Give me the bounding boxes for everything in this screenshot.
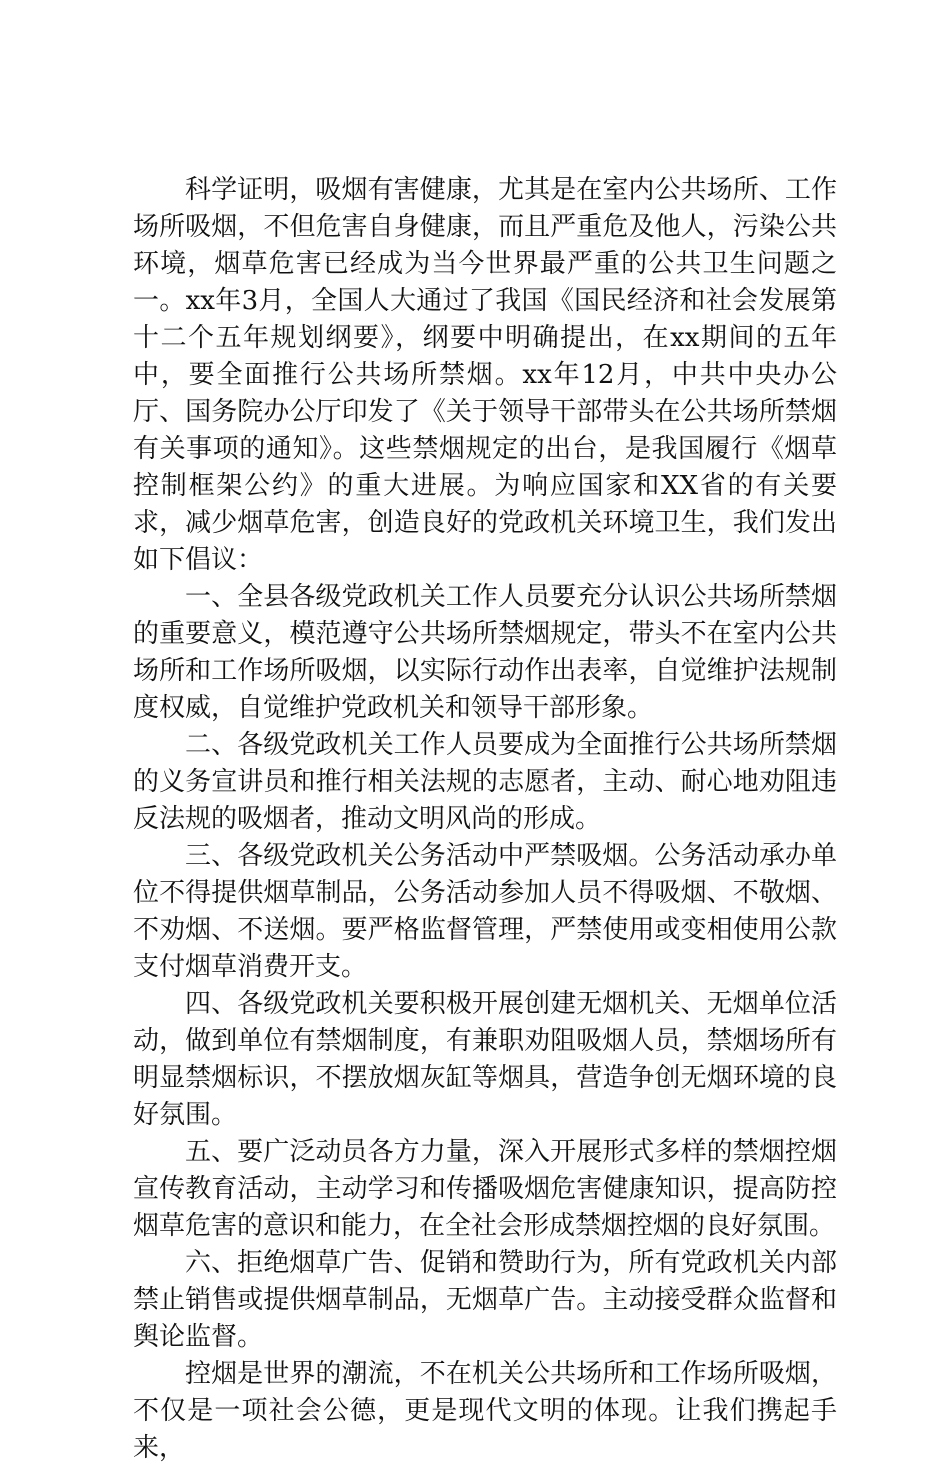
proposal-item-2: 二、各级党政机关工作人员要成为全面推行公共场所禁烟的义务宣讲员和推行相关法规的志愿者，主动、耐心地劝阻违反法规的吸烟者，推动文明风尚的形成。	[133, 730, 837, 834]
proposal-item-3: 三、各级党政机关公务活动中严禁吸烟。公务活动承办单位不得提供烟草制品，公务活动参加人员不得吸烟、不敬烟、不劝烟、不送烟。要严格监督管理，严禁使用或变相使用公款支付烟草消费开支。	[133, 841, 837, 982]
proposal-item-4: 四、各级党政机关要积极开展创建无烟机关、无烟单位活动，做到单位有禁烟制度，有兼职劝阻吸烟人员，禁烟场所有明显禁烟标识，不摆放烟灰缸等烟具，营造争创无烟环境的良好氛围。	[133, 989, 837, 1130]
proposal-item-1: 一、全县各级党政机关工作人员要充分认识公共场所禁烟的重要意义，模范遵守公共场所禁烟规定，带头不在室内公共场所和工作场所吸烟，以实际行动作出表率，自觉维护法规制度权威，自觉维护党政机关和领导干部形象。	[133, 582, 837, 723]
intro-paragraph: 科学证明，吸烟有害健康，尤其是在室内公共场所、工作场所吸烟，不但危害自身健康，而且严重危及他人，污染公共环境，烟草危害已经成为当今世界最严重的公共卫生问题之一。xx年3月，全国人大通过了我国《国民经济和社会发展第十二个五年规划纲要》，纲要中明确提出，在xx期间的五年中，要全面推行公共场所禁烟。xx年12月，中共中央办公厅、国务院办公厅印发了《关于领导干部带头在公共场所禁烟有关事项的通知》。这些禁烟规定的出台，是我国履行《烟草控制框架公约》的重大进展。为响应国家和XX省的有关要求，减少烟草危害，创造良好的党政机关环境卫生，我们发出如下倡议：	[133, 175, 837, 575]
closing-paragraph: 控烟是世界的潮流，不在机关公共场所和工作场所吸烟，不仅是一项社会公德，更是现代文明的体现。让我们携起手来，	[133, 1359, 837, 1463]
proposal-item-5: 五、要广泛动员各方力量，深入开展形式多样的禁烟控烟宣传教育活动，主动学习和传播吸烟危害健康知识，提高防控烟草危害的意识和能力，在全社会形成禁烟控烟的良好氛围。	[133, 1137, 837, 1241]
proposal-item-6: 六、拒绝烟草广告、促销和赞助行为，所有党政机关内部禁止销售或提供烟草制品，无烟草广告。主动接受群众监督和舆论监督。	[133, 1248, 837, 1352]
document-body	[133, 172, 837, 1467]
